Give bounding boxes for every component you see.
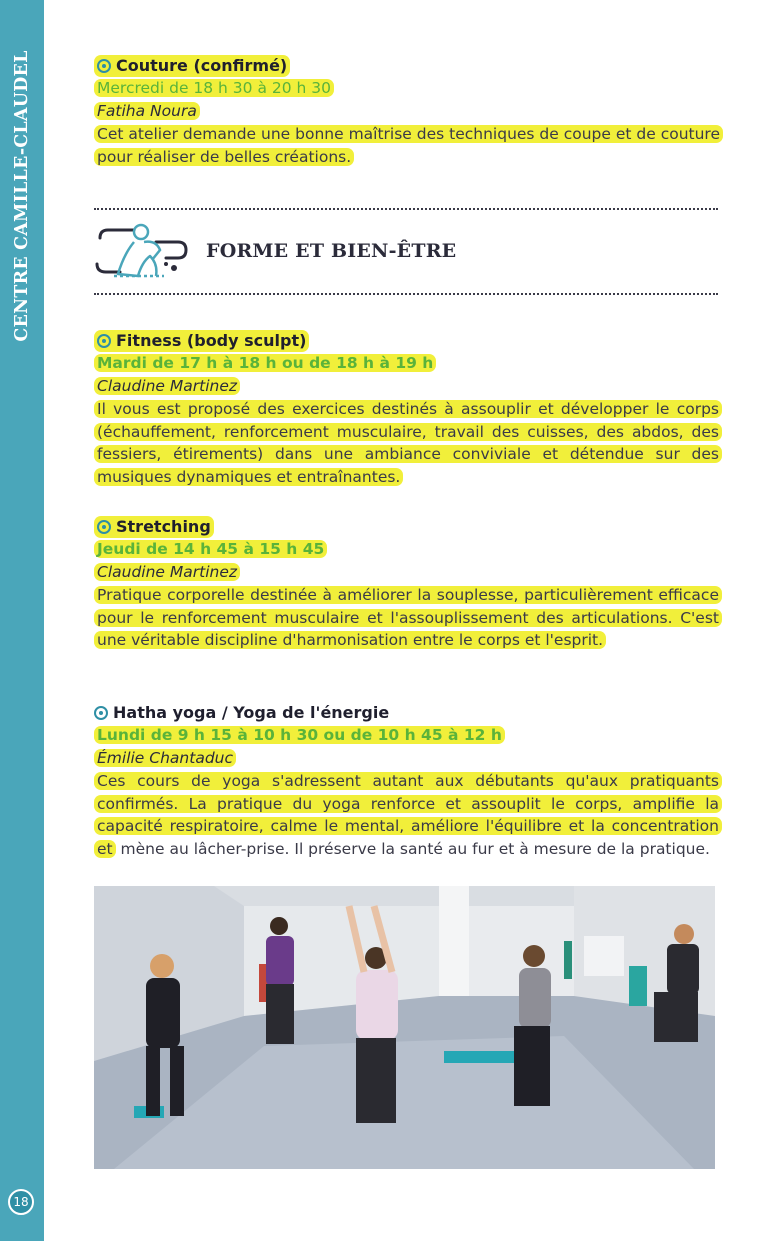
activity-teacher: Claudine Martinez bbox=[94, 563, 240, 581]
sidebar bbox=[0, 0, 44, 1241]
activity-title: Fitness (body sculpt) bbox=[116, 331, 307, 350]
bullet-icon bbox=[97, 520, 111, 534]
bullet-icon bbox=[97, 334, 111, 348]
activity-block bbox=[94, 516, 722, 652]
activity-title-row bbox=[94, 516, 722, 538]
activity-teacher: Émilie Chantaduc bbox=[94, 749, 236, 767]
sidebar-title: CENTRE CAMILLE-CLAUDEL bbox=[12, 50, 32, 342]
page-number: 18 bbox=[8, 1189, 34, 1215]
fitness-person-icon bbox=[94, 220, 190, 282]
activity-schedule: Mardi de 17 h à 18 h ou de 18 h à 19 h bbox=[94, 354, 436, 372]
activity-description: Pratique corporelle destinée à améliorer la souplesse, particulièrement efficace pour le renforcement musculaire et l'assouplissement des articulations. C'est une véritable discipline d'harmonisation entre le corps et l'esprit. bbox=[94, 586, 722, 649]
activity-teacher: Claudine Martinez bbox=[94, 377, 240, 395]
activity-title-row bbox=[94, 55, 722, 77]
activity-schedule: Lundi de 9 h 15 à 10 h 30 ou de 10 h 45 à 12 h bbox=[94, 726, 505, 744]
activity-block bbox=[94, 330, 722, 488]
activity-title: Hatha yoga / Yoga de l'énergie bbox=[113, 703, 390, 722]
bullet-icon bbox=[94, 706, 108, 720]
activity-block bbox=[94, 55, 722, 168]
activity-schedule: Jeudi de 14 h 45 à 15 h 45 bbox=[94, 540, 327, 558]
divider bbox=[94, 293, 718, 295]
bullet-icon bbox=[97, 59, 111, 73]
activity-description: Ces cours de yoga s'adressent autant aux débutants qu'aux pratiquants confirmés. La pratique du yoga renforce et assouplit le corps, amplifie la capacité respiratoire, calme le mental, améliore l'équilibre et la concentration et bbox=[94, 772, 722, 858]
section-header bbox=[94, 220, 456, 282]
divider bbox=[94, 208, 718, 210]
activity-block bbox=[94, 702, 722, 860]
activity-title-row bbox=[94, 330, 722, 352]
yoga-class-photo bbox=[94, 886, 715, 1169]
activity-title-highlight bbox=[94, 516, 214, 538]
activity-title-row bbox=[94, 702, 722, 724]
activity-title-highlight bbox=[94, 330, 309, 352]
activity-description-continued: mène au lâcher-prise. Il préserve la santé au fur et à mesure de la pratique. bbox=[115, 839, 710, 858]
activity-schedule: Mercredi de 18 h 30 à 20 h 30 bbox=[94, 79, 334, 97]
section-title: FORME ET BIEN-ÊTRE bbox=[206, 240, 457, 262]
activity-title-highlight bbox=[94, 55, 290, 77]
activity-title: Stretching bbox=[116, 517, 211, 536]
activity-title: Couture (confirmé) bbox=[116, 56, 288, 75]
activity-description: Cet atelier demande une bonne maîtrise des techniques de coupe et de couture pour réaliser de belles créations. bbox=[94, 125, 723, 166]
activity-description: Il vous est proposé des exercices destinés à assouplir et développer le corps (échauffement, renforcement musculaire, travail des cuisses, des abdos, des fessiers, étirements) dans une ambiance conviviale et détendue sur des musiques dynamiques et entraînantes. bbox=[94, 400, 722, 486]
activity-teacher: Fatiha Noura bbox=[94, 102, 200, 120]
